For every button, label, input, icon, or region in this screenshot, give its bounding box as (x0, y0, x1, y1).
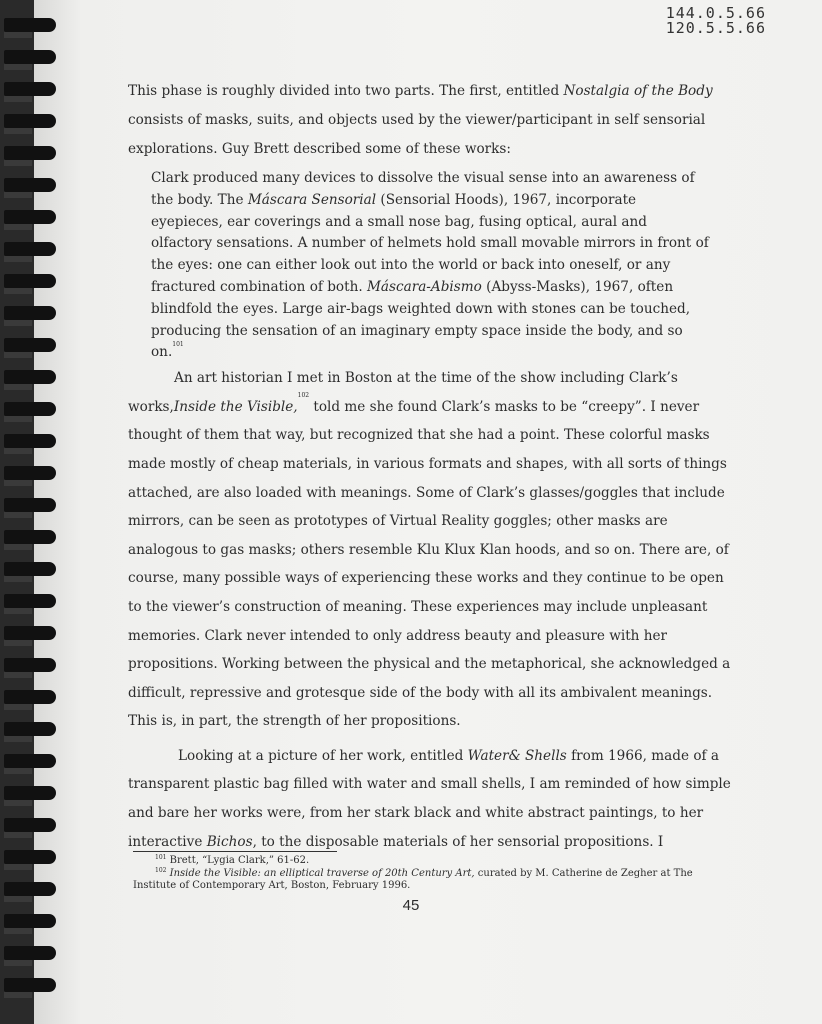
block-quote: Clark produced many devices to dissolve the visual sense into an awareness of the body. The Máscara Sensorial (Sensorial Hoods), 1967, incorporate eyepieces, ear coverings and a small nose bag, fusing optical, aural and olfactory sensations. A number of helmets hold small movable mirrors in front of the eyes: one can either look out into the world or back into oneself, or any fractured combination of both. Máscara-Abismo (Abyss-Masks), 1967, often blindfold the eyes. Large air-bags weighted down with stones can be touched, producing the sensation of an imaginary empty space inside the body, and so on.$^{101}$ (151, 170, 709, 361)
footnote-ref-101: 101 (172, 341, 184, 349)
footnote-ref-102: 102 (297, 391, 310, 399)
handwritten-line-1: 144.0.5.66 (665, 4, 766, 22)
paragraph-3: Looking at a picture of her work, entitled Water& Shells from 1966, made of a transparent plastic bag filled with water and small shells, I am reminded of how simple and bare her works were, from her stark black and white abstract paintings, to her interactive Bichos, to the disposable materials of her sensorial propositions. I (128, 747, 731, 850)
paragraph-1: This phase is roughly divided into two parts. The first, entitled Nostalgia of the Body consists of masks, suits, and objects used by the viewer/participant in self sensorial explorations. Guy Brett described some of these works: (128, 83, 713, 157)
handwritten-line-2: 120.5.5.66 (665, 19, 766, 37)
footnote-102: $^{102}$ Inside the Visible: an elliptical traverse of 20th Century Art, curated by M. Catherine de Zegher at The Institute of Contemporary Art, Boston, February 1996. (133, 866, 693, 891)
title-nostalgia-of-the-body: Nostalgia of the Body (563, 83, 713, 99)
footnote-divider (133, 851, 337, 852)
page-number: 45 (402, 897, 420, 914)
handwritten-annotation (666, 6, 766, 36)
footnote-101: $^{101}$ Brett, “Lygia Clark,” 61-62. (155, 854, 310, 866)
spiral-binding (0, 0, 56, 1024)
body-text (128, 77, 732, 856)
footnotes (133, 855, 713, 893)
paragraph-2: An art historian I met in Boston at the time of the show including Clark’s works,Inside the Visible,$^{102}$ told me she found Clark’s masks to be “creepy”. I never thought of them that way, but recognized that she had a point. These colorful masks made mostly of cheap materials, in various formats and shapes, with all sorts of things attached, are also loaded with meanings. Some of Clark’s glasses/goggles that include mirrors, can be seen as prototypes of Virtual Reality goggles; other masks are analogous to gas masks; others resemble Klu Klux Klan hoods, and so on. There are, of course, many possible ways of experiencing these works and they continue to be open to the viewer’s construction of meaning. These experiences may include unpleasant memories. Clark never intended to only address beauty and pleasure with her propositions. Working between the physical and the metaphorical, she acknowledged a difficult, repressive and grotesque side of the body with all its ambivalent meanings. This is, in part, the strength of her propositions. (128, 370, 731, 730)
